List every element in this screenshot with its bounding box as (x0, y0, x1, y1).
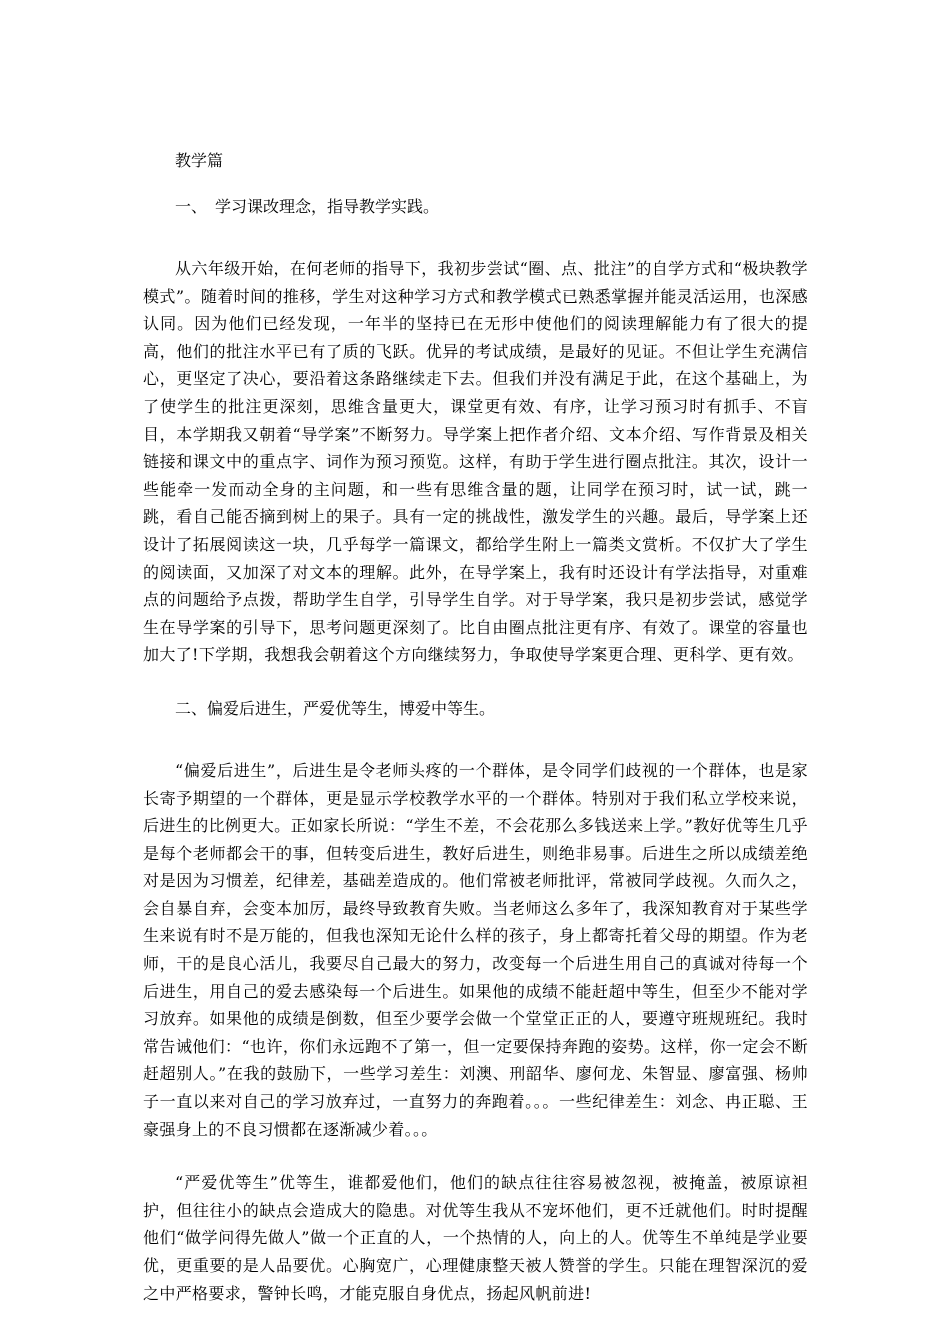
section-heading-2: 二、偏爱后进生，严爱优等生，博爱中等生。 (175, 698, 496, 718)
section-1-paragraph: 从六年级开始，在何老师的指导下，我初步尝试“圈、点、批注”的自学方式和“极块教学模式”。随着时间的推移，学生对这种学习方式和教学模式已熟悉掌握并能灵活运用，也深感认同。因为他们已经发现，一年半的坚持已在无形中使他们的阅读理解能力有了很大的提高，他们的批注水平已有了质的飞跃。优异的考试成绩，是最好的见证。不但让学生充满信心，更坚定了决心，要沿着这条路继续走下去。但我们并没有满足于此，在这个基础上，为了使学生的批注更深刻，思维含量更大，课堂更有效、有序，让学习预习时有抓手、不盲目，本学期我又朝着“导学案”不断努力。导学案上把作者介绍、文本介绍、写作背景及相关链接和课文中的重点字、词作为预习预览。这样，有助于学生进行圈点批注。其次，设计一些能牵一发而动全身的主问题，和一些有思维含量的题，让同学在预习时，试一试，跳一跳，看自己能否摘到树上的果子。具有一定的挑战性，激发学生的兴趣。最后，导学案上还设计了拓展阅读这一块，几乎每学一篇课文，都给学生附上一篇类文赏析。不仅扩大了学生的阅读面，又加深了对文本的理解。此外，在导学案上，我有时还设计有学法指导，对重难点的问题给予点拨，帮助学生自学，引导学生自学。对于导学案，我只是初步尝试，感觉学生在导学案的引导下，思考问题更深刻了。比自由圈点批注更有序、有效了。课堂的容量也加大了!下学期，我想我会朝着这个方向继续努力，争取使导学案更合理、更科学、更有效。 (143, 259, 808, 665)
section-2-paragraph-1: “偏爱后进生”，后进生是令老师头疼的一个群体，是令同学们歧视的一个群体，也是家长寄予期望的一个群体，更是显示学校教学水平的一个群体。特别对于我们私立学校来说，后进生的比例更大。正如家长所说：“学生不差，不会花那么多钱送来上学。”教好优等生几乎是每个老师都会干的事，但转变后进生，教好后进生，则绝非易事。后进生之所以成绩差绝对是因为习惯差，纪律差，基础差造成的。他们常被老师批评，常被同学歧视。久而久之，会自暴自弃，会变本加厉，最终导致教育失败。当老师这么多年了，我深知教育对于某些学生来说有时不是万能的，但我也深知无论什么样的孩子，身上都寄托着父母的期望。作为老师，干的是良心活儿，我要尽自己最大的努力，改变每一个后进生用自己的真诚对待每一个后进生，用自己的爱去感染每一个后进生。如果他的成绩不能赶超中等生，但至少不能对学习放弃。如果他的成绩是倒数，但至少要学会做一个堂堂正正的人，要遵守班规班纪。我时常告诫他们：“也许，你们永远跑不了第一，但一定要保持奔跑的姿势。这样，你一定会不断赶超别人。”在我的鼓励下，一些学习差生：刘澳、刑韶华、廖何龙、朱智显、廖富强、杨帅子一直以来对自己的学习放弃过，一直努力的奔跑着。。。一些纪律差生：刘念、冉正聪、王豪强身上的不良习惯都在逐渐减少着。。。 (143, 760, 808, 1139)
section-2-paragraph-2: “严爱优等生”优等生，谁都爱他们，他们的缺点往往容易被忽视，被掩盖，被原谅袒护，但往往小的缺点会造成大的隐患。对优等生我从不宠坏他们，更不迁就他们。时时提醒他们“做学问得先做人”做一个正直的人，一个热情的人，向上的人。优等生不单纯是学业要优，更重要的是人品要优。心胸宽广，心理健康整天被人赞誉的学生。只能在理智深沉的爱之中严格要求，警钟长鸣，才能克服自身优点，扬起风帆前进! (143, 1173, 808, 1303)
document-body (143, 147, 808, 1307)
document-title: 教学篇 (175, 151, 224, 170)
section-heading-1: 一、 学习课改理念，指导教学实践。 (175, 197, 440, 216)
